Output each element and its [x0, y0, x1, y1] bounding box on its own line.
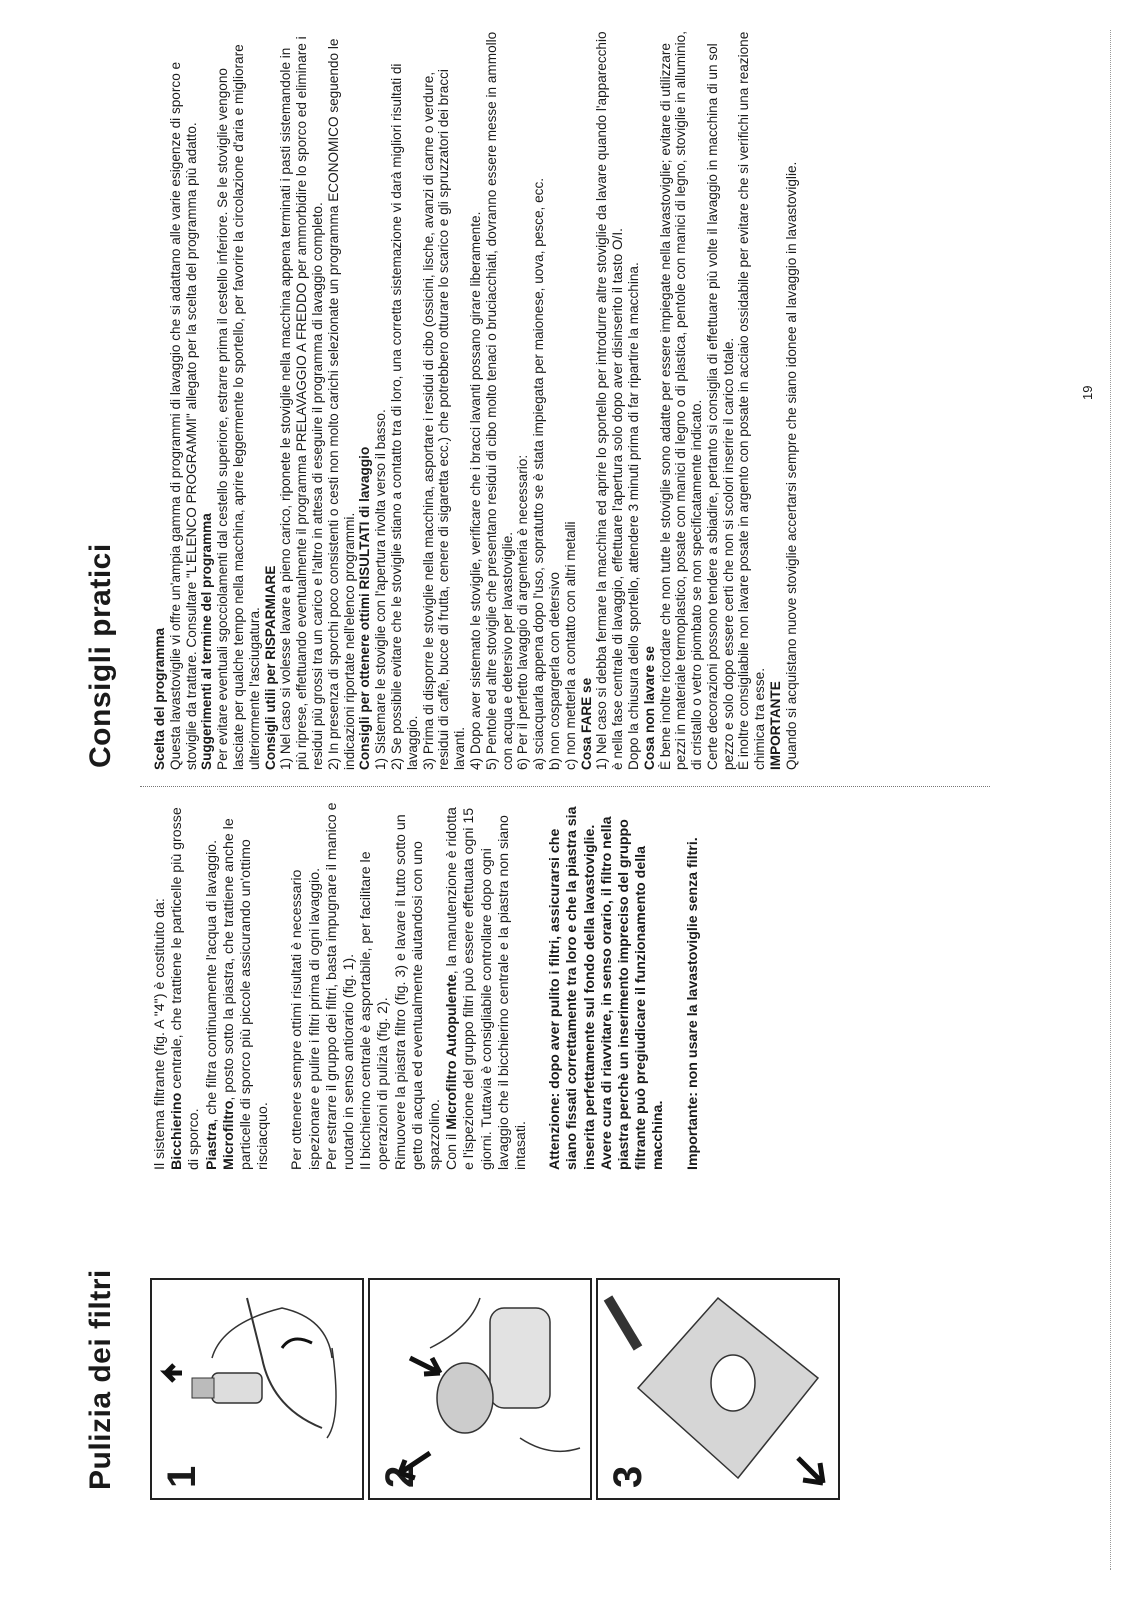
warning-paragraph: Attenzione: dopo aver pulito i filtri, assicurarsi che siano fissati correttamente tra loro e che la piastra sia inserita perfettamente sul fondo della lavastoviglie.: [547, 806, 598, 1170]
term-microfiltro: Microfiltro: [220, 1100, 237, 1170]
rescrew-paragraph: Avere cura di riavvitare, in senso orario, il filtro nella piastra perchè un inserimento impreciso del gruppo filtrante può pregiudicare il funzionamento della macchina.: [598, 816, 667, 1170]
result-tip-2: 2) Se possibile evitare che le stoviglie stiano a contatto tra di loro, una corretta sistemazione vi darà migliori risultati di lavaggio.: [388, 63, 420, 770]
bicchierino-text: centrale, che trattiene le particelle più grosse di sporco.: [169, 807, 203, 1170]
term-microfiltro-autopulente: Microfiltro Autopulente: [444, 974, 461, 1130]
bicchierino-paragraph: [169, 800, 203, 1170]
figure-3: [596, 1278, 840, 1500]
heading-save-tips: Consigli utili per RISPARMIARE: [262, 565, 278, 770]
figure-number: 1: [160, 1465, 204, 1488]
autopulente-paragraph: [444, 800, 530, 1170]
page-bottom-rule: [1110, 30, 1112, 1570]
result-tip-6a: a) sciacquarla appena dopo l'uso, sopratutto se è stata impiegata per maionese, uova, pesce, ecc.: [531, 177, 547, 770]
important-note: Importante: non usare la lavastoviglie senza filtri.: [684, 837, 701, 1170]
autopulente-text: , la manutenzione è ridotta e l'ispezione del gruppo filtri può essere effettuata ogni 15 giorni. Tuttavia è consigliabile controllare dopo ogni lavaggio che il bicchierino centrale e la piastra non siano intasati.: [444, 807, 530, 1170]
cup-paragraph: Il bicchierino centrale è asportabile, per facilitare le operazioni di pulizia (fig. 2).: [358, 851, 392, 1170]
not-wash-text-3: È inoltre consigliabile non lavare posate in argento con posate in acciaio ossidabile per evitare che si verifichi una reazione chimica tra esse.: [736, 31, 768, 770]
result-tip-6: 6) Per il perfetto lavaggio di argenteria è necessario:: [515, 454, 531, 770]
microfiltro-paragraph: [221, 800, 273, 1170]
figure-2: [368, 1278, 592, 1500]
filter-cup-illustration: [370, 1280, 590, 1498]
heading-end-suggestions: Suggerimenti al termine del programma: [199, 513, 215, 770]
important-text: Quando si acquistano nuove stoviglie accertarsi sempre che siano idonee al lavaggio in lavastoviglie.: [783, 161, 799, 770]
section-title-tips: Consigli pratici: [84, 543, 117, 768]
what-to-do-text-2: Dopo la chiusura dello sportello, attendere 3 minuti prima di far ripartire la macchina.: [625, 262, 641, 770]
heading-what-to-do: Cosa FARE se: [578, 677, 594, 770]
filter-plate-illustration: [598, 1280, 838, 1498]
page-number: 19: [1080, 385, 1095, 400]
intro-text: Il sistema filtrante (fig. A "4") è costituito da:: [152, 898, 168, 1170]
result-tip-1: 1) Sistemare le stoviglie con l'apertura rivolta verso il basso.: [373, 409, 389, 770]
end-suggestions-text: Per evitare eventuali sgocciolamenti dal cestello superiore, estrarre prima il cestello inferiore. Se le stoviglie vengono lasciate per qualche tempo nella macchina, aprire leggermente lo sportello, per favorire la circolazione d'aria e migliorare ulteriormente l'asciugatura.: [215, 44, 262, 770]
figure-number: 3: [606, 1465, 650, 1488]
program-choice-text: Questa lavastoviglie vi offre un'ampia gamma di programmi di lavaggio che si adattano alle varie esigenze di sporco e stoviglie da trattare. Consultare "L'ELENCO PROGRAMMI" allegato per la scelta del programma più adatto.: [167, 61, 199, 770]
page-gutter-divider: [140, 785, 990, 787]
result-tip-4: 4) Dopo aver sistemato le stoviglie, verificare che i bracci lavanti possano girare liberamente.: [467, 211, 483, 770]
filter-removal-illustration: [152, 1280, 362, 1498]
heading-important: IMPORTANTE: [768, 681, 784, 770]
heading-results-tips: Consigli per ottenere ottimi RISULTATI di lavaggio: [357, 446, 373, 770]
practical-tips: [152, 30, 800, 770]
filters-instructions: [152, 800, 702, 1170]
figure-1: [150, 1278, 364, 1500]
figure-number: 2: [378, 1465, 422, 1488]
inspection-paragraph: Per ottenere sempre ottimi risultati è necessario ispezionare e pulire i filtri prima di ogni lavaggio.: [289, 867, 323, 1170]
section-title-filters: Pulizia dei filtri: [84, 1269, 117, 1490]
not-wash-text-2: Certe decorazioni possono tendere a sbiadire, pertanto si consiglia di effettuare più volte il lavaggio in macchina di un sol pezzo e solo dopo essere certi che non si scolori inserire il carico totale.: [704, 43, 736, 770]
heading-what-not-to-wash: Cosa non lavare se: [641, 646, 657, 770]
save-tip-2: 2) In presenza di sporchi poco consistenti o cesti non molto carichi selezionate un programma ECONOMICO seguendo le indicazioni riportate nell'elenco programmi.: [325, 38, 357, 770]
autopulente-prefix: Con il: [444, 1129, 461, 1170]
what-to-do-text: 1) Nel caso si debba fermare la macchina ed aprire lo sportello per introdurre altre stoviglie da lavare quando l'apparecchio è nella fase centrale di lavaggio, effettuare l'apertura solo dopo aver disinserito il tasto O/I.: [594, 31, 626, 770]
result-tip-5: 5) Pentole ed altre stoviglie che presentano residui di cibo molto tenaci o bruciacchiati, dovranno essere messe in ammollo con acqua e detersivo per lavastoviglie.: [483, 31, 515, 770]
piastra-text: , che filtra continuamente l'acqua di lavaggio.: [203, 839, 220, 1123]
result-tip-3: 3) Prima di disporre le stoviglie nella macchina, asportare i residui di cibo (ossicini, lische, avanzi di carne o verdure, residui di caffè, bucce di frutta, cenere di sigaretta ecc.) che potrebbero otturare lo scarico e gli spruzzatori dei bracci lavanti.: [420, 69, 468, 770]
term-piastra: Piastra: [203, 1122, 220, 1170]
save-tip-1: 1) Nel caso si volesse lavare a pieno carico, riponete le stoviglie nella macchina appena terminati i pasti sistemandole in più riprese, effettuando eventualmente il programma PRELAVAGGIO A FREDDO per ammorbidire lo sporco ed eliminare i residui più grossi tra un carico e l'altro in attesa di eseguire il programma di lavaggio completo.: [278, 36, 325, 770]
term-bicchierino: Bicchierino: [169, 1092, 186, 1170]
not-wash-text: È bene inoltre ricordare che non tutte le stoviglie sono adatte per essere impiegate nella lavastoviglie; evitare di utilizzare pezzi in materiale termoplastico, posate con manici di legno o di plastica, pentole con manici di legno, stoviglie in alluminio, di cristallo o vetro piombato se non specificatamente indicato.: [657, 31, 705, 770]
heading-program-choice: Scelta del programma: [152, 627, 167, 770]
result-tip-6b: b) non cospargerla con detersivo: [546, 572, 562, 770]
extraction-paragraph: Per estrarre il gruppo dei filtri, basta impugnare il manico e ruotarlo in senso antiorario (fig. 1).: [323, 802, 358, 1170]
microfiltro-text: , posto sotto la piastra, che trattiene anche le particelle di sporco più piccole assicurando un'ottimo risciacquo.: [220, 818, 272, 1170]
plate-paragraph: Rimuovere la piastra filtro (fig. 3) e lavare il tutto sotto un getto di acqua ed eventualmente aiutandosi con uno spazzolino.: [392, 814, 444, 1170]
result-tip-6c: c) non metterla a contatto con altri metalli: [562, 521, 578, 770]
piastra-paragraph: [204, 800, 221, 1170]
